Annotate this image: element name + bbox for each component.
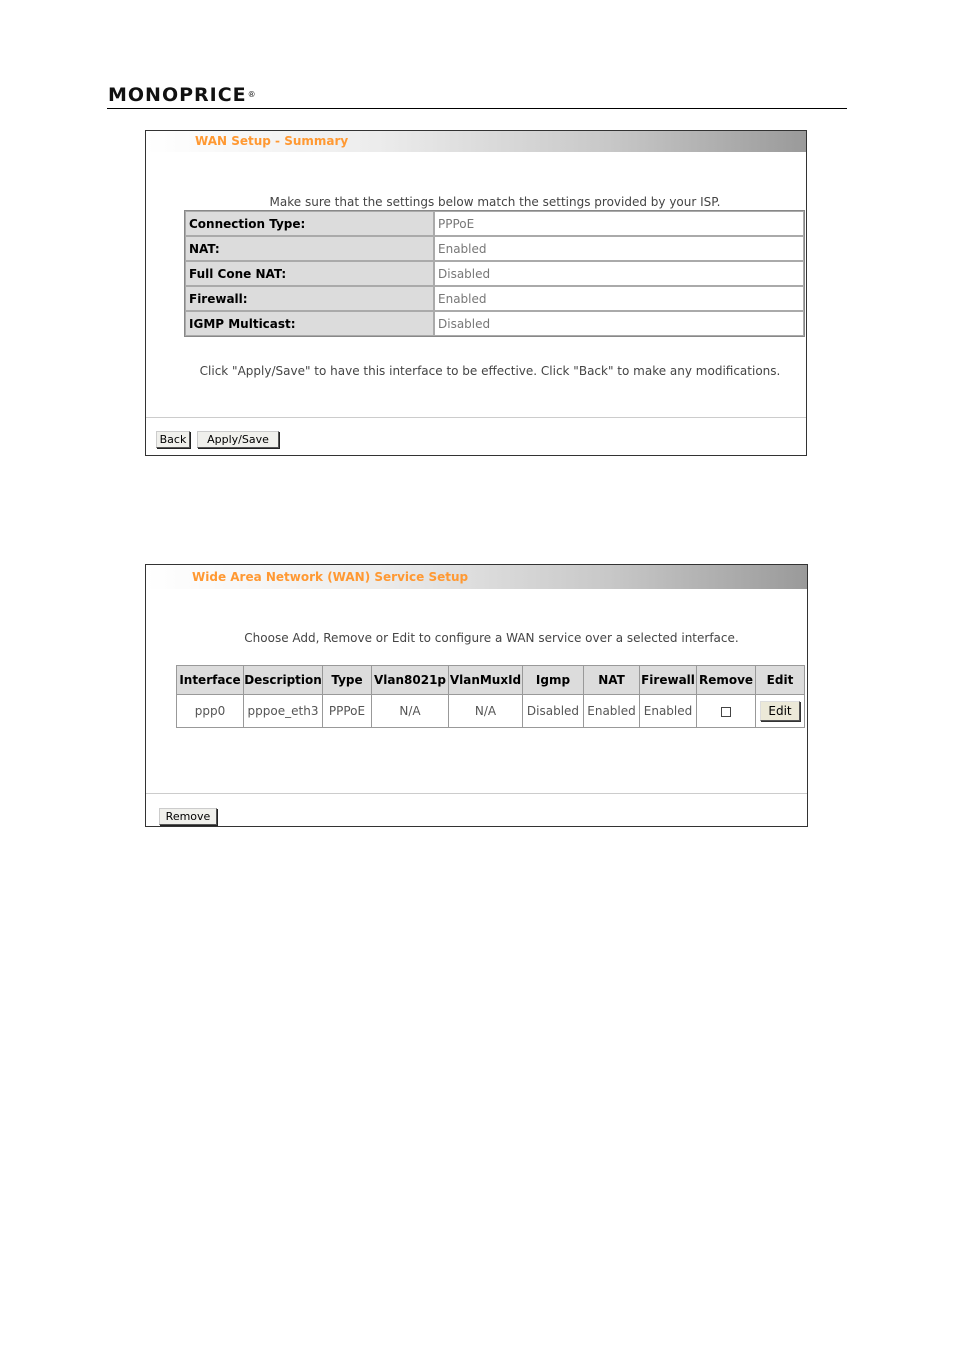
cell-remove: [697, 695, 756, 728]
column-header: Igmp: [523, 666, 584, 695]
wan-summary-panel: [145, 130, 807, 456]
column-header: Type: [323, 666, 372, 695]
panel-title: WAN Setup - Summary: [195, 134, 349, 148]
wan-intro: Choose Add, Remove or Edit to configure a WAN service over a selected interface.: [244, 631, 739, 645]
row-label: Firewall:: [185, 286, 434, 311]
row-value: Disabled: [434, 311, 804, 336]
cell-igmp: Disabled: [523, 695, 584, 728]
row-value: Enabled: [434, 236, 804, 261]
table-row: [177, 695, 805, 728]
divider: [146, 417, 806, 418]
table-header-row: [177, 666, 805, 695]
wan-service-table: [176, 665, 805, 728]
apply-save-button[interactable]: Apply/Save: [197, 431, 279, 448]
summary-intro: Make sure that the settings below match the settings provided by your ISP.: [269, 195, 721, 209]
column-header: Edit: [756, 666, 805, 695]
column-header: Remove: [697, 666, 756, 695]
column-header: Description: [244, 666, 323, 695]
row-value: Disabled: [434, 261, 804, 286]
table-row: [185, 211, 804, 236]
remove-checkbox[interactable]: [721, 707, 731, 717]
table-row: [185, 261, 804, 286]
column-header: Interface: [177, 666, 244, 695]
cell-vlan8021p: N/A: [372, 695, 449, 728]
header-rule: [107, 108, 847, 109]
cell-interface: ppp0: [177, 695, 244, 728]
cell-firewall: Enabled: [640, 695, 697, 728]
cell-vlanmuxid: N/A: [449, 695, 523, 728]
cell-edit: [756, 695, 805, 728]
row-value: Enabled: [434, 286, 804, 311]
row-label: IGMP Multicast:: [185, 311, 434, 336]
row-label: Connection Type:: [185, 211, 434, 236]
edit-button[interactable]: Edit: [760, 701, 800, 721]
column-header: Vlan8021p: [372, 666, 449, 695]
back-button[interactable]: Back: [156, 431, 190, 448]
row-label: NAT:: [185, 236, 434, 261]
table-row: [185, 311, 804, 336]
summary-table: [184, 210, 805, 337]
wan-service-panel: [145, 564, 808, 827]
cell-description: pppoe_eth3: [244, 695, 323, 728]
column-header: NAT: [584, 666, 640, 695]
panel-title: Wide Area Network (WAN) Service Setup: [192, 570, 469, 584]
monoprice-logo: MONOPRICE®: [108, 84, 257, 106]
row-value: PPPoE: [434, 211, 804, 236]
summary-note: Click "Apply/Save" to have this interface to be effective. Click "Back" to make any modifications.: [199, 364, 781, 378]
divider: [146, 793, 807, 794]
table-row: [185, 236, 804, 261]
column-header: VlanMuxId: [449, 666, 523, 695]
cell-nat: Enabled: [584, 695, 640, 728]
row-label: Full Cone NAT:: [185, 261, 434, 286]
remove-button[interactable]: Remove: [159, 808, 217, 825]
table-row: [185, 286, 804, 311]
column-header: Firewall: [640, 666, 697, 695]
cell-type: PPPoE: [323, 695, 372, 728]
